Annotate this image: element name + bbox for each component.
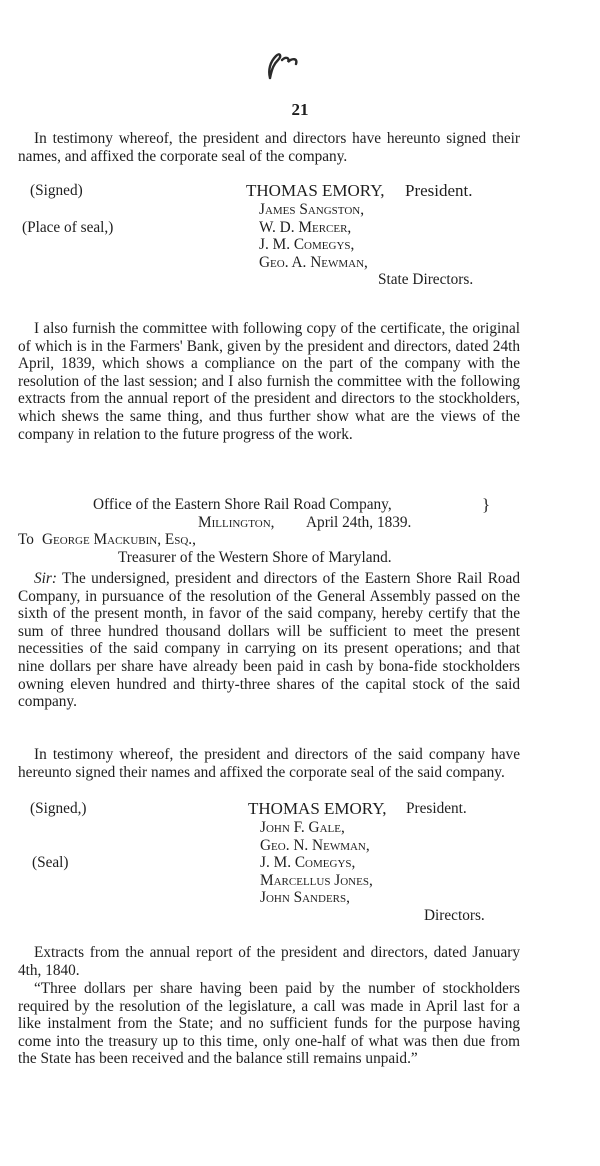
cert1-directors-title: State Directors. (378, 271, 474, 289)
cert1-signed-label: (Signed) (30, 182, 83, 199)
letter-seal-label: (Seal) (32, 854, 69, 872)
letter-director-4: Marcellus Jones, (260, 871, 373, 889)
letter-signature-block (18, 800, 520, 925)
letter-signed-label: (Signed,) (30, 800, 87, 817)
letter-date: April 24th, 1839. (306, 513, 412, 531)
letter-salutation: Sir: (34, 570, 57, 587)
extract-intro: Extracts from the annual report of the president and directors, dated January 4th, 1840. (18, 944, 520, 979)
letter-directors-title: Directors. (424, 906, 485, 924)
cert1-director-1: James Sangston, (259, 201, 365, 218)
cert1-director-2: W. D. Mercer, (259, 218, 352, 236)
letter-president-title: President. (406, 800, 467, 817)
letter-office: Office of the Eastern Shore Rail Road Company, (93, 496, 392, 513)
letter-place: Millington, (198, 513, 275, 531)
letter-director-3: J. M. Comegys, (260, 854, 356, 872)
cert1-signature-block (18, 182, 520, 289)
letter-heading (18, 496, 520, 566)
letter-body-text: The undersigned, president and directors of the Eastern Shore Rail Road Company, in pursuance of the resolution of the General Assembly passed on the sixth of the present month, in favor of the said company, hereby certify that the sum of three hundred thousand dollars will be sufficient to meet the present necessities of the said company in carrying on its present operations; and that nine dollars per share have already been paid in cash by bona-fide stockholders owning eleven hundred and thirty-three shares of the capital stock of the said company. (18, 570, 520, 711)
letter-to-name: George Mackubin, Esq., (42, 531, 196, 549)
brace-icon: } (482, 495, 491, 514)
letter-director-2: Geo. N. Newman, (260, 836, 370, 854)
cert1-paragraph: In testimony whereof, the president and directors have hereunto signed their names, and affixed the corporate seal of the company. (18, 130, 520, 165)
cert1-president-name: THOMAS EMORY, (246, 181, 385, 200)
letter-director-5: John Sanders, (260, 889, 350, 907)
cert1-seal-label: (Place of seal,) (22, 218, 114, 236)
cert1-president-title: President. (405, 181, 473, 200)
cert1-director-3: J. M. Comegys, (259, 236, 355, 254)
report-quote: “Three dollars per share having been paid by the number of stockholders required by the resolution of the legislature, a call was made in April last for a like instalment from the State; and no sufficient funds for the purpose having come into the treasury up to this time, only one-half of what was then due from the State has been received and the balance still remains unpaid.” (18, 980, 520, 1068)
page-number: 21 (291, 100, 309, 119)
letter-testimony: In testimony whereof, the president and directors of the said company have hereunto signed their names and affixed the corporate seal of the said company. (18, 746, 520, 781)
intro-paragraph: I also furnish the committee with following copy of the certificate, the original of which is in the Farmers' Bank, given by the president and directors, dated 24th April, 1839, which shows a compliance on the part of the company with the resolution of the last session; and I also furnish the committee with the following extracts from the annual report of the president and directors to the stockholders, which shews the same thing, and thus further show what are the views of the company in relation to the future progress of the work. (18, 320, 520, 443)
letter-to-prefix: To (18, 531, 34, 549)
letter-director-1: John F. Gale, (260, 819, 345, 836)
letter-to-title: Treasurer of the Western Shore of Maryland. (118, 548, 392, 566)
handwritten-mark (256, 48, 302, 84)
letter-president-name: THOMAS EMORY, (248, 799, 387, 818)
cert1-director-4: Geo. A. Newman, (259, 253, 368, 271)
letter-body (18, 570, 520, 711)
